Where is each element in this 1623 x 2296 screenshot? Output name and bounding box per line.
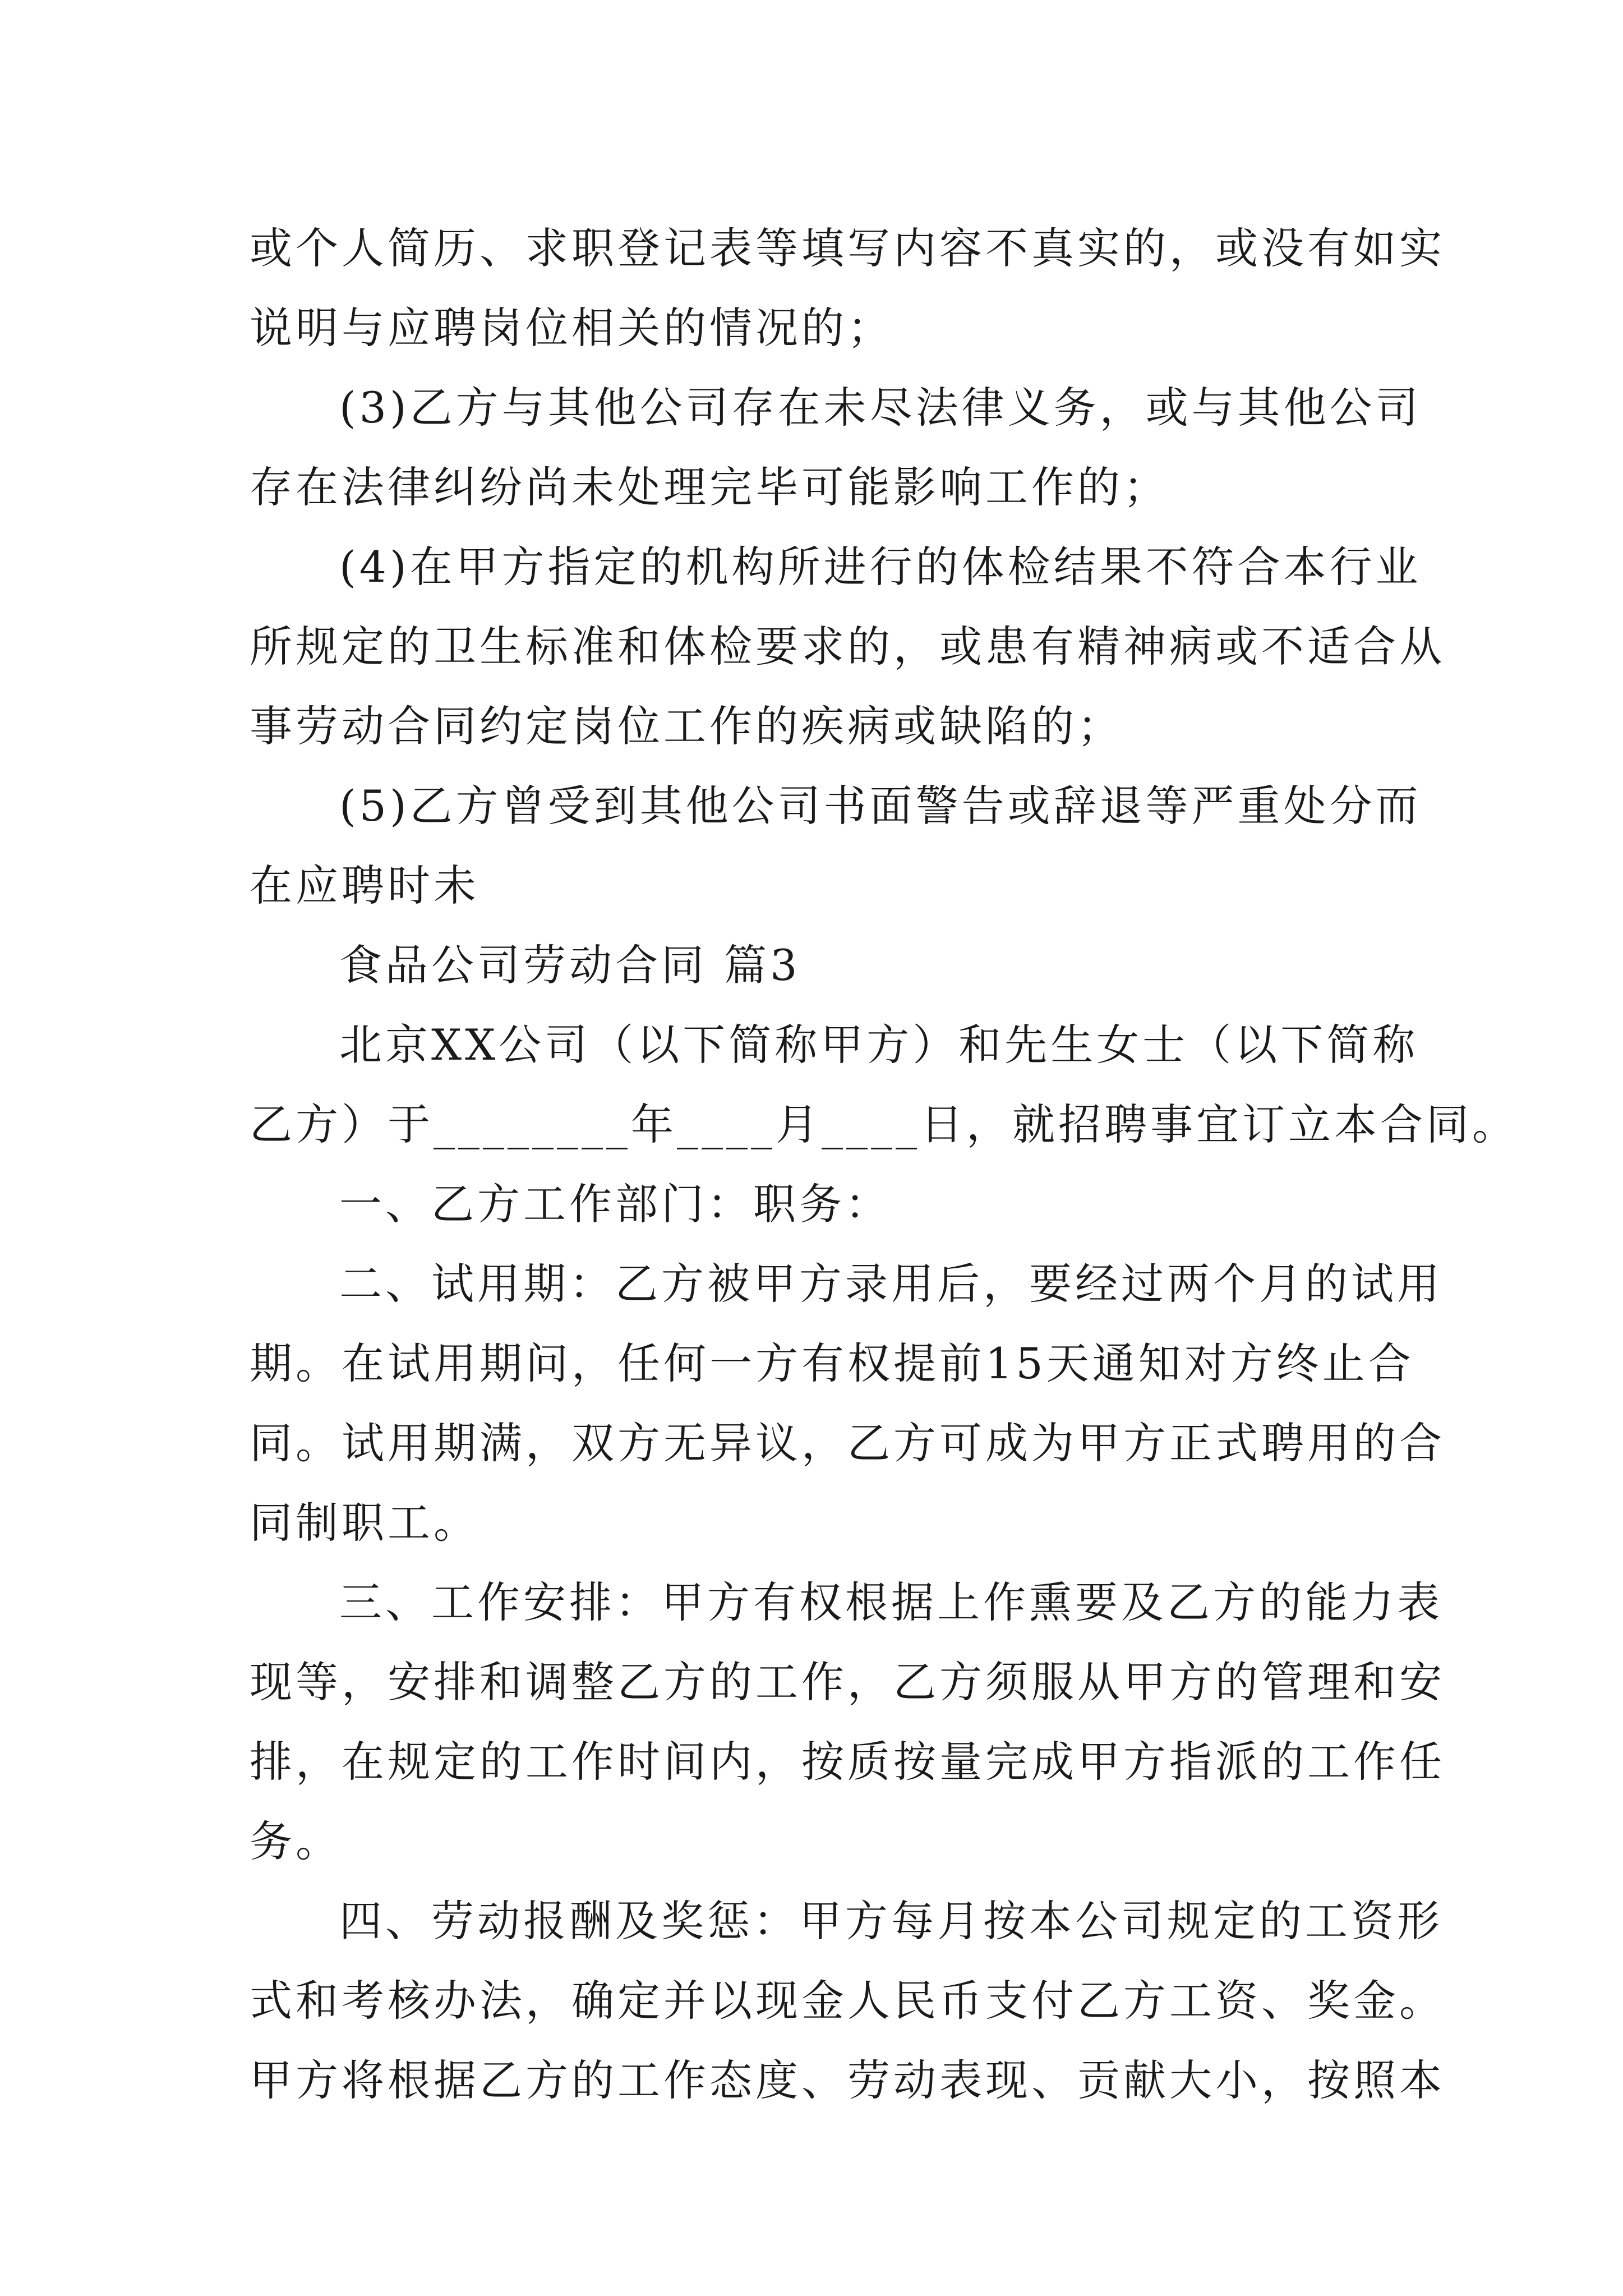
- text-line-17: 同制职工。: [250, 1498, 479, 1548]
- text-line-7: 事劳动合同约定岗位工作的疾病或缺陷的；: [250, 701, 1123, 751]
- text-line-23: 式和考核办法，确定并以现金人民币支付乙方工资、奖金。: [250, 1976, 1445, 2026]
- text-line-21: 务。: [250, 1816, 342, 1866]
- text-line-20: 排，在规定的工作时间内，按质按量完成甲方指派的工作任: [250, 1737, 1445, 1787]
- section-heading: 食品公司劳动合同 篇3: [339, 940, 801, 990]
- text-line-6: 所规定的卫生标准和体检要求的，或患有精神病或不适合从: [250, 622, 1445, 671]
- text-line-12: 乙方）于________年____月____日，就招聘事宜订立本合同。: [250, 1099, 1518, 1149]
- text-line-24: 甲方将根据乙方的工作态度、劳动表现、贡献大小，按照本: [250, 2055, 1445, 2105]
- text-line-5: (4)在甲方指定的机构所进行的体检结果不符合本行业: [339, 542, 1422, 592]
- text-line-22: 四、劳动报酬及奖惩：甲方每月按本公司规定的工资形: [339, 1896, 1443, 1946]
- text-line-16: 同。试用期满，双方无异议，乙方可成为甲方正式聘用的合: [250, 1418, 1445, 1468]
- text-line-2: 说明与应聘岗位相关的情况的；: [250, 303, 893, 353]
- text-line-14: 二、试用期：乙方被甲方录用后，要经过两个月的试用: [339, 1259, 1443, 1309]
- text-line-4: 存在法律纠纷尚未处理完毕可能影响工作的；: [250, 462, 1169, 512]
- document-body: [250, 209, 1518, 2120]
- text-line-8: (5)乙方曾受到其他公司书面警告或辞退等严重处分而: [339, 781, 1422, 831]
- text-line-13: 一、乙方工作部门：职务：: [339, 1179, 891, 1229]
- text-line-15: 期。在试用期问，任何一方有权提前15天通知对方终止合: [250, 1338, 1414, 1388]
- text-line-9: 在应聘时未: [250, 861, 479, 910]
- text-line-1: 或个人简历、求职登记表等填写内容不真实的，或没有如实: [250, 223, 1445, 273]
- text-line-18: 三、工作安排：甲方有权根据上作熏要及乙方的能力表: [339, 1577, 1443, 1627]
- text-line-3: (3)乙方与其他公司存在未尽法律义务，或与其他公司: [339, 383, 1422, 432]
- text-line-19: 现等，安排和调整乙方的工作，乙方须服从甲方的管理和安: [250, 1657, 1445, 1707]
- text-line-11: 北京XX公司（以下简称甲方）和先生女士（以下简称: [339, 1020, 1419, 1070]
